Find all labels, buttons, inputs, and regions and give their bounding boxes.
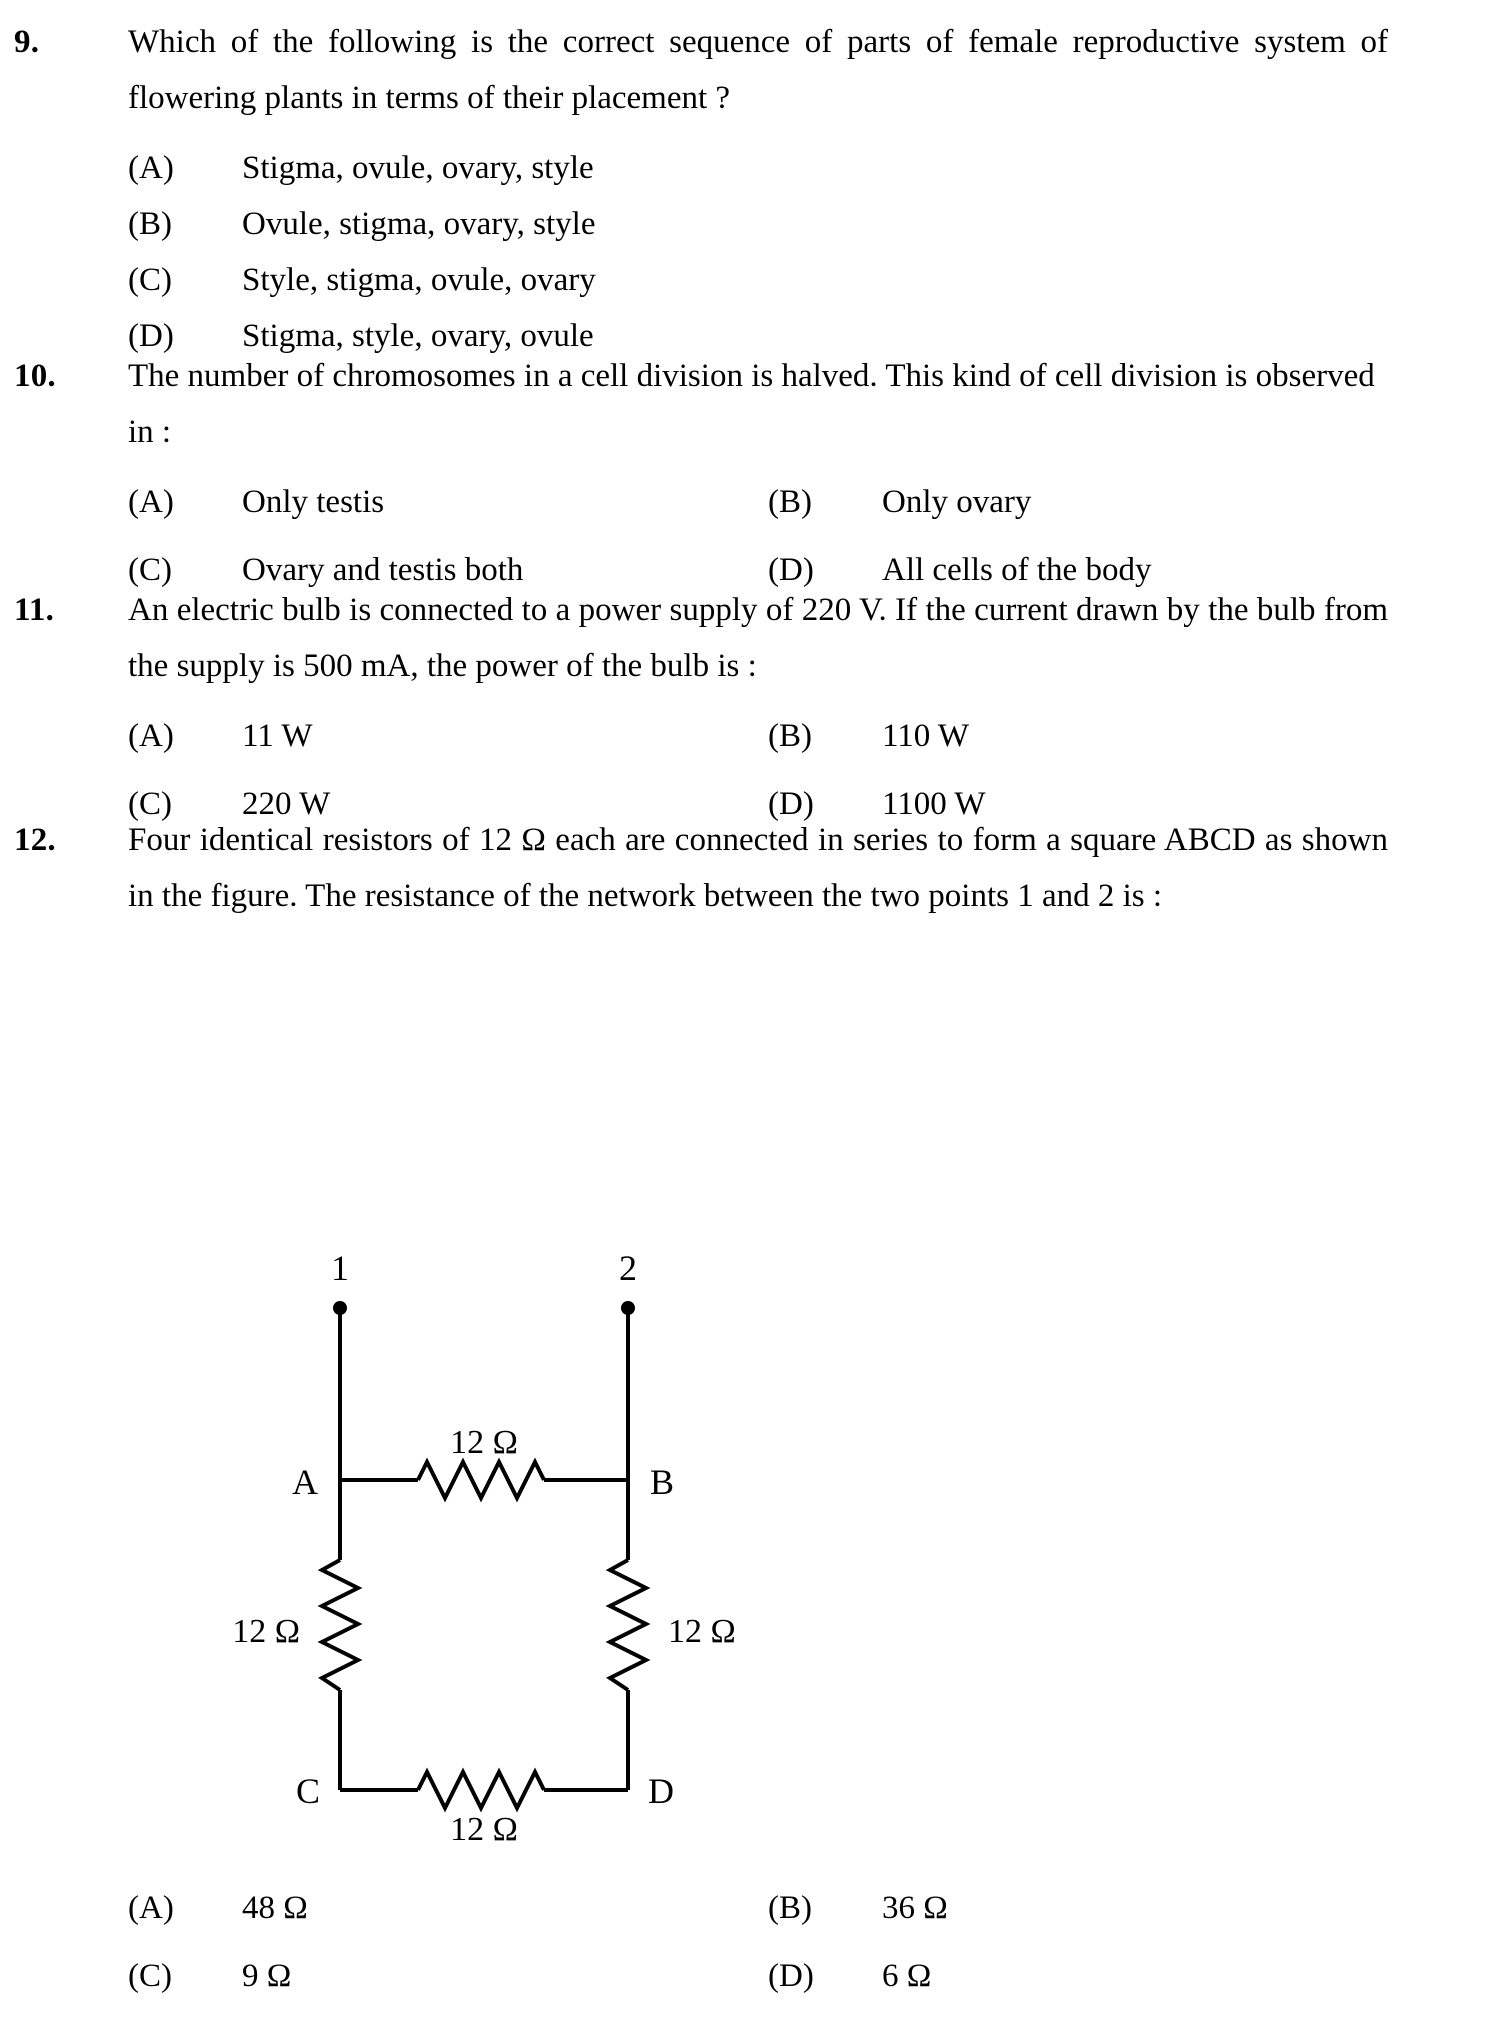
resistor-CD-value: 12 Ω bbox=[450, 1811, 518, 1848]
option-row bbox=[128, 252, 1388, 308]
option-d-text: Stigma, style, ovary, ovule bbox=[242, 318, 594, 354]
option-row bbox=[128, 196, 1388, 252]
question-9-body bbox=[128, 14, 1388, 364]
option-b[interactable] bbox=[768, 1880, 948, 1936]
option-a-tag: (A) bbox=[128, 484, 174, 520]
question-11-text: An electric bulb is connected to a power supply of 220 V. If the current drawn by the bulb from the supply is 500 mA, the power of the bulb is : bbox=[128, 592, 1388, 684]
option-c-tag: (C) bbox=[128, 786, 172, 822]
option-b-tag: (B) bbox=[128, 206, 172, 242]
question-10-body bbox=[128, 348, 1388, 610]
option-d-tag: (D) bbox=[768, 786, 814, 822]
option-b-tag: (B) bbox=[768, 1890, 812, 1926]
question-10-number: 10. bbox=[14, 358, 56, 394]
question-11-body bbox=[128, 582, 1388, 844]
option-b[interactable] bbox=[768, 708, 969, 764]
option-b-text: Ovule, stigma, ovary, style bbox=[242, 206, 596, 242]
option-b-text: Only ovary bbox=[882, 484, 1032, 520]
option-a-text: 11 W bbox=[242, 718, 313, 754]
option-row bbox=[128, 708, 1388, 776]
option-row bbox=[128, 1948, 1388, 2016]
question-9-number: 9. bbox=[14, 24, 40, 60]
option-c-text: 9 Ω bbox=[242, 1958, 292, 1994]
option-b-text: 36 Ω bbox=[882, 1890, 948, 1926]
resistor-AC-zigzag bbox=[322, 1560, 358, 1690]
option-row bbox=[128, 474, 1388, 542]
option-a-tag: (A) bbox=[128, 150, 174, 186]
option-d[interactable] bbox=[768, 1948, 931, 2004]
option-a-text: Only testis bbox=[242, 484, 385, 520]
option-row bbox=[128, 140, 1388, 196]
option-c-tag: (C) bbox=[128, 262, 172, 298]
option-a[interactable] bbox=[128, 1880, 308, 1936]
circuit-figure bbox=[0, 1240, 1505, 1850]
option-b[interactable] bbox=[128, 196, 595, 252]
question-12-options bbox=[128, 1880, 1388, 2016]
question-12-body bbox=[128, 812, 1388, 924]
resistor-AB-value: 12 Ω bbox=[450, 1424, 518, 1461]
option-d-tag: (D) bbox=[768, 1958, 814, 1994]
option-c-tag: (C) bbox=[128, 552, 172, 588]
question-12-options-body bbox=[128, 1880, 1388, 2016]
node-D-label: D bbox=[648, 1771, 674, 1811]
resistor-CD-zigzag bbox=[418, 1772, 544, 1808]
node-B-label: B bbox=[650, 1462, 675, 1502]
option-a-tag: (A) bbox=[128, 718, 174, 754]
option-a-text: Stigma, ovule, ovary, style bbox=[242, 150, 594, 186]
question-12-number: 12. bbox=[14, 822, 56, 858]
node-C-label: C bbox=[295, 1771, 320, 1811]
option-c-tag: (C) bbox=[128, 1958, 172, 1994]
question-11-number: 11. bbox=[14, 592, 55, 628]
terminal-1-label: 1 bbox=[331, 1248, 349, 1288]
option-b-text: 110 W bbox=[882, 718, 970, 754]
terminal-2-label: 2 bbox=[619, 1248, 637, 1288]
option-b[interactable] bbox=[768, 474, 1031, 530]
resistor-BD-value: 12 Ω bbox=[668, 1613, 736, 1650]
option-c-text: 220 W bbox=[242, 786, 331, 822]
option-row bbox=[128, 1880, 1388, 1948]
option-b-tag: (B) bbox=[768, 484, 812, 520]
option-a[interactable] bbox=[128, 140, 594, 196]
question-12-text: Four identical resistors of 12 Ω each are connected in series to form a square ABCD as shown in the figure. The resistance of the network between the two points 1 and 2 is : bbox=[128, 822, 1388, 914]
option-c-text: Style, stigma, ovule, ovary bbox=[242, 262, 596, 298]
resistor-AB-zigzag bbox=[418, 1462, 544, 1498]
option-d-text: 1100 W bbox=[882, 786, 986, 822]
question-9-text: Which of the following is the correct sequence of parts of female reproductive system of flowering plants in terms of their placement ? bbox=[128, 24, 1388, 116]
option-d-tag: (D) bbox=[768, 552, 814, 588]
question-9-options bbox=[128, 140, 1388, 364]
question-10-text: The number of chromosomes in a cell division is halved. This kind of cell division is observed in : bbox=[128, 358, 1375, 450]
option-d-text: 6 Ω bbox=[882, 1958, 932, 1994]
option-a-tag: (A) bbox=[128, 1890, 174, 1926]
option-d-tag: (D) bbox=[128, 318, 174, 354]
resistor-AC-value: 12 Ω bbox=[232, 1613, 300, 1650]
option-c-text: Ovary and testis both bbox=[242, 552, 524, 588]
resistor-BD-zigzag bbox=[610, 1560, 646, 1690]
option-b-tag: (B) bbox=[768, 718, 812, 754]
node-A-label: A bbox=[292, 1462, 318, 1502]
circuit-diagram-svg bbox=[0, 1240, 1505, 1850]
option-d-text: All cells of the body bbox=[882, 552, 1152, 588]
option-a[interactable] bbox=[128, 708, 313, 764]
option-c[interactable] bbox=[128, 1948, 291, 2004]
option-c[interactable] bbox=[128, 252, 596, 308]
option-a-text: 48 Ω bbox=[242, 1890, 308, 1926]
option-a[interactable] bbox=[128, 474, 384, 530]
